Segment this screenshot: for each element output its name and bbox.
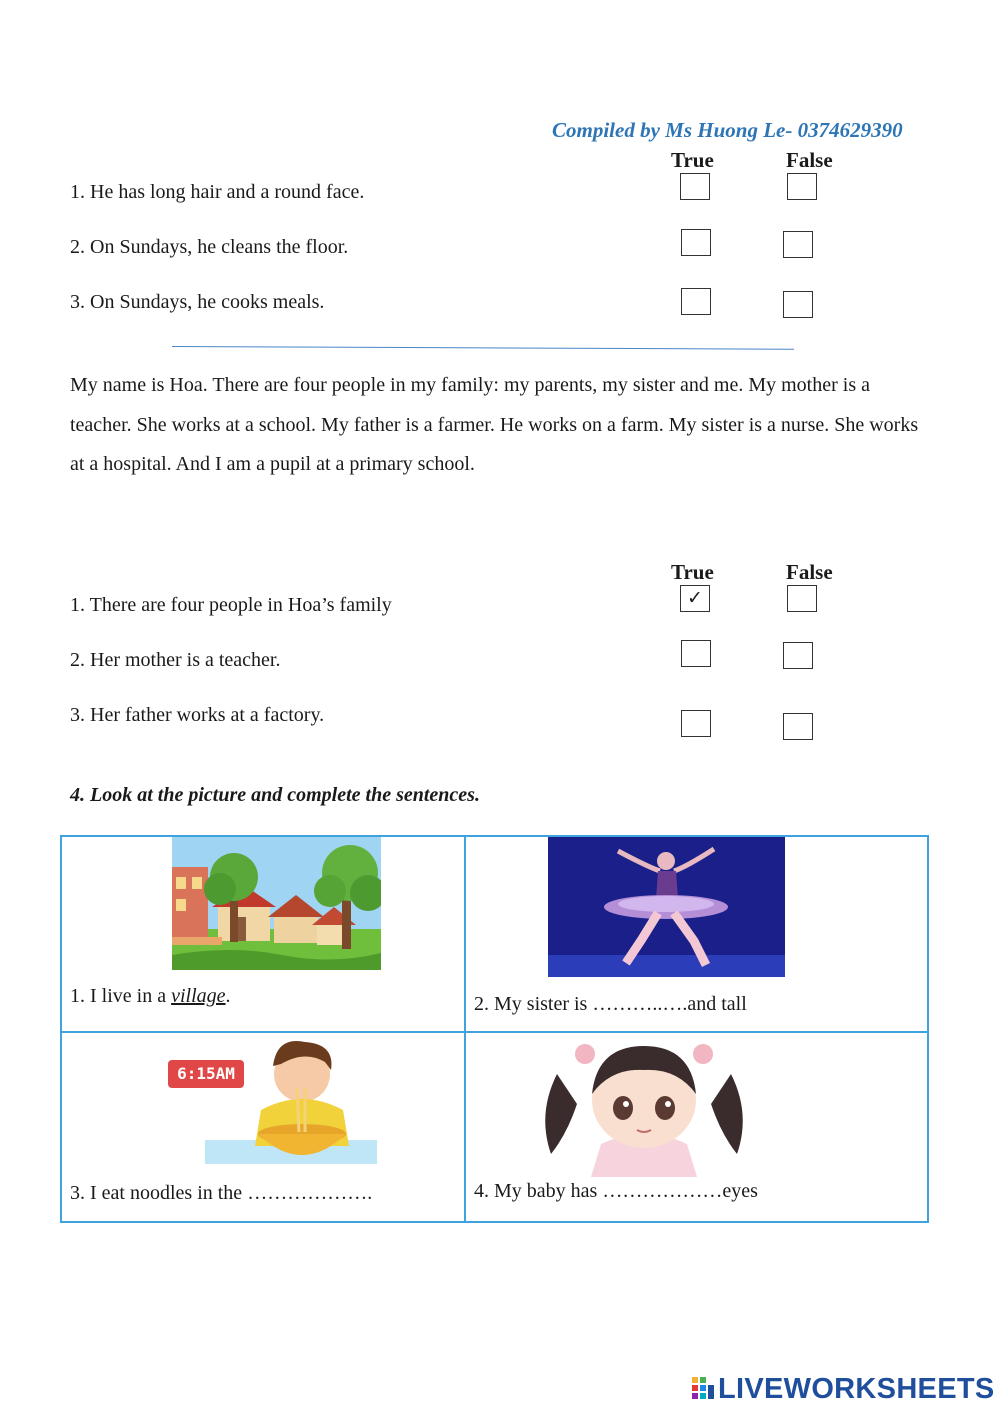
caption-4-blank[interactable]: ……………… [602,1180,723,1202]
false-checkbox-5[interactable] [783,642,813,669]
caption-4-prefix: 4. My baby has [474,1180,603,1202]
caption-3-prefix: 3. I eat noodles in the [70,1182,248,1204]
village-picture [172,837,381,970]
grid-vertical-divider [464,835,466,1223]
logo-text: LIVEWORKSHEETS [718,1372,995,1405]
task-4-title: 4. Look at the picture and complete the sentences. [70,784,480,806]
false-column-header-2: False [786,560,833,584]
statement-5: 2. Her mother is a teacher. [70,649,281,671]
caption-4 [474,1180,758,1203]
credit-line: Compiled by Ms Huong Le- 0374629390 [552,118,903,142]
caption-1-answer[interactable]: village [171,985,226,1007]
true-checkbox-6[interactable] [681,710,711,737]
caption-1-prefix: 1. I live in a [70,985,172,1007]
statement-1: 1. He has long hair and a round face. [70,181,365,203]
true-checkbox-2[interactable] [681,229,711,256]
caption-2-blank[interactable]: ………..…. [592,993,688,1015]
false-checkbox-2[interactable] [783,231,813,258]
statement-4: 1. There are four people in Hoa’s family [70,594,392,616]
statement-3: 3. On Sundays, he cooks meals. [70,291,325,313]
true-checkbox-3[interactable] [681,288,711,315]
true-checkbox-4[interactable]: ✓ [680,585,710,612]
true-checkbox-5[interactable] [681,640,711,667]
clock-display: 6:15AM [168,1060,244,1088]
false-checkbox-4[interactable] [787,585,817,612]
caption-2-prefix: 2. My sister is [474,993,593,1015]
statement-6: 3. Her father works at a factory. [70,704,325,726]
false-checkbox-1[interactable] [787,173,817,200]
liveworksheets-logo [692,1372,995,1406]
reading-passage: My name is Hoa. There are four people in my family: my parents, my sister and me. My mother is a teacher. She works at a school. My father is a farmer. He works on a farm. My sister is a nurse. She works at a hospital. And I am a pupil at a primary school. [70,374,919,475]
baby-girl-picture [537,1034,751,1177]
boy-eating-noodles-picture [165,1036,377,1164]
caption-2-suffix: and tall [687,993,747,1015]
caption-3-blank[interactable]: ………………. [247,1182,373,1204]
true-column-header: True [671,148,714,172]
true-checkbox-1[interactable] [680,173,710,200]
false-checkbox-3[interactable] [783,291,813,318]
false-column-header: False [786,148,833,172]
caption-4-suffix: eyes [722,1180,758,1202]
true-column-header-2: True [671,560,714,584]
caption-1 [70,985,231,1008]
ballerina-picture [548,837,785,977]
logo-grid-icon [692,1377,714,1401]
statement-2: 2. On Sundays, he cleans the floor. [70,236,349,258]
false-checkbox-6[interactable] [783,713,813,740]
caption-3 [70,1182,372,1205]
grid-horizontal-divider [60,1031,929,1033]
caption-2 [474,993,747,1016]
caption-1-suffix: . [225,985,231,1007]
section-divider [172,346,794,350]
